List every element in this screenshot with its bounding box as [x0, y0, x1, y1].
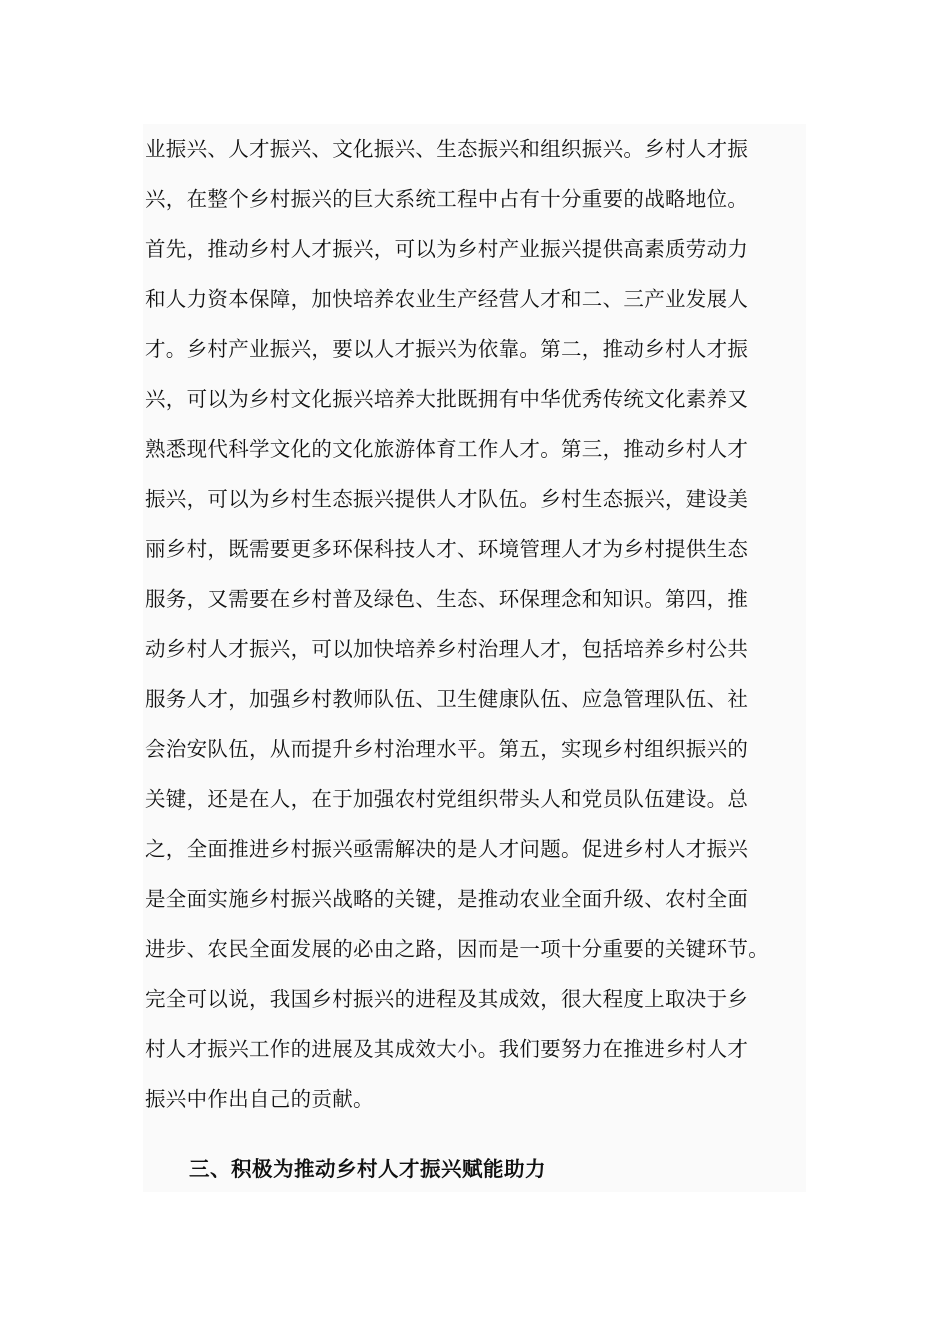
- paragraph-line: 完全可以说，我国乡村振兴的进程及其成效，很大程度上取决于乡: [145, 987, 749, 1011]
- paragraph-line: 和人力资本保障，加快培养农业生产经营人才和二、三产业发展人: [145, 287, 749, 311]
- paragraph-line: 服务人才，加强乡村教师队伍、卫生健康队伍、应急管理队伍、社: [145, 687, 749, 711]
- paragraph-line: 振兴，可以为乡村生态振兴提供人才队伍。乡村生态振兴，建设美: [145, 487, 749, 511]
- section-heading: 三、积极为推动乡村人才振兴赋能助力: [189, 1157, 546, 1181]
- paragraph-line: 丽乡村，既需要更多环保科技人才、环境管理人才为乡村提供生态: [145, 537, 749, 561]
- paragraph-line: 是全面实施乡村振兴战略的关键，是推动农业全面升级、农村全面: [145, 887, 749, 911]
- paragraph-line: 业振兴、人才振兴、文化振兴、生态振兴和组织振兴。乡村人才振: [145, 137, 749, 161]
- paragraph-line: 进步、农民全面发展的必由之路，因而是一项十分重要的关键环节。: [145, 937, 769, 961]
- paragraph-line: 动乡村人才振兴，可以加快培养乡村治理人才，包括培养乡村公共: [145, 637, 749, 661]
- paragraph-line: 首先，推动乡村人才振兴，可以为乡村产业振兴提供高素质劳动力: [145, 237, 749, 261]
- paragraph-line: 兴，在整个乡村振兴的巨大系统工程中占有十分重要的战略地位。: [145, 187, 749, 211]
- paragraph-line: 之，全面推进乡村振兴亟需解决的是人才问题。促进乡村人才振兴: [145, 837, 749, 861]
- paragraph-line: 熟悉现代科学文化的文化旅游体育工作人才。第三，推动乡村人才: [145, 437, 749, 461]
- paragraph-line: 服务，又需要在乡村普及绿色、生态、环保理念和知识。第四，推: [145, 587, 749, 611]
- paragraph-line: 村人才振兴工作的进展及其成效大小。我们要努力在推进乡村人才: [145, 1037, 749, 1061]
- paragraph-line: 兴，可以为乡村文化振兴培养大批既拥有中华优秀传统文化素养又: [145, 387, 749, 411]
- paragraph-line: 才。乡村产业振兴，要以人才振兴为依靠。第二，推动乡村人才振: [145, 337, 749, 361]
- paragraph-line: 关键，还是在人，在于加强农村党组织带头人和党员队伍建设。总: [145, 787, 749, 811]
- paragraph-line: 振兴中作出自己的贡献。: [145, 1087, 374, 1111]
- paragraph-line: 会治安队伍，从而提升乡村治理水平。第五，实现乡村组织振兴的: [145, 737, 749, 761]
